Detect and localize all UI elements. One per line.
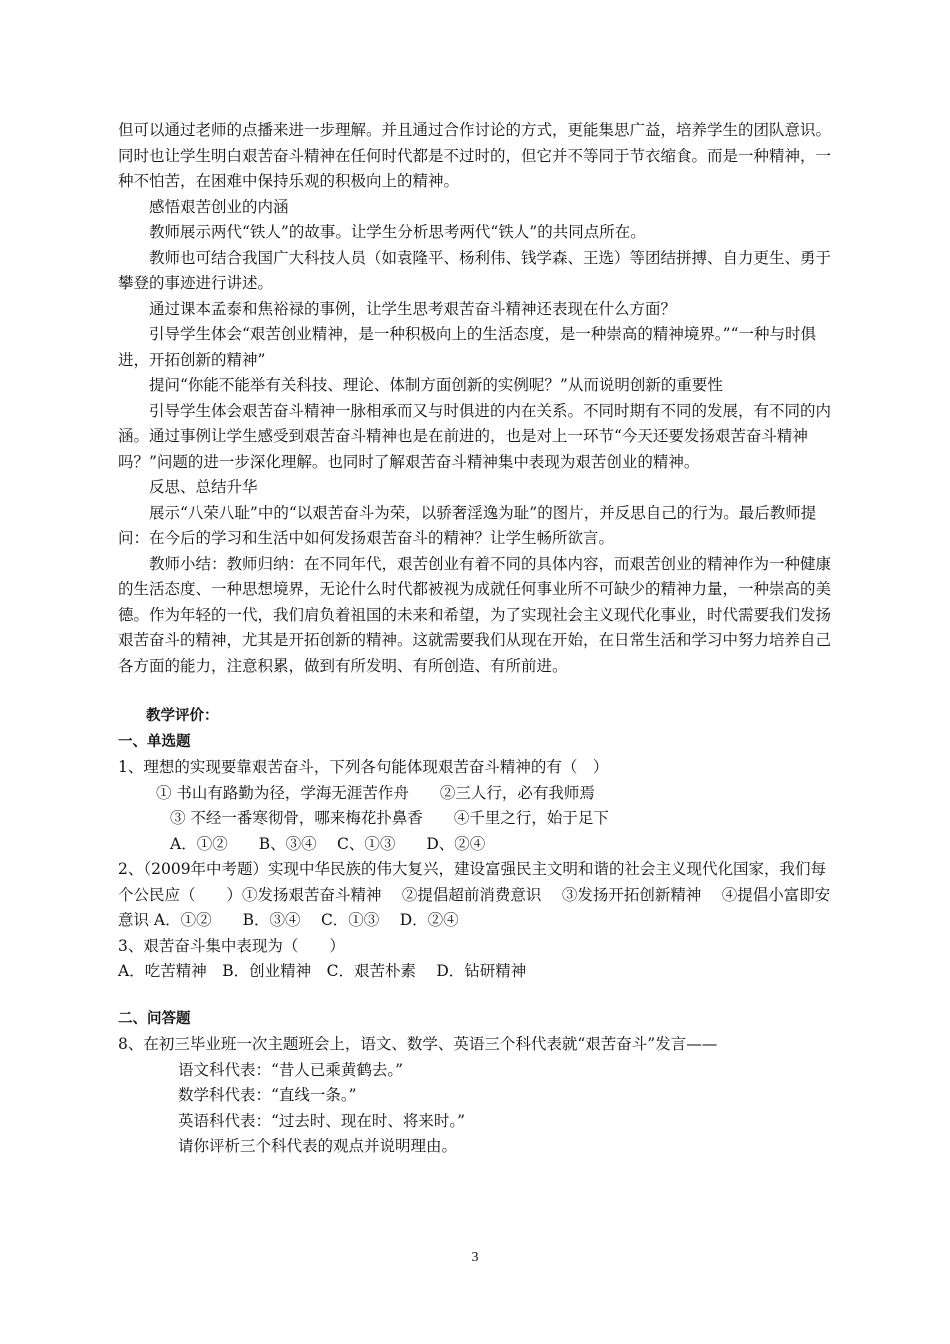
section-heading-entrepreneurship: 感悟艰苦创业的内涵: [149, 197, 289, 216]
question-8-english-rep: 英语科代表：“过去时、现在时、将来时。”: [178, 1111, 466, 1130]
section-heading-reflection: 反思、总结升华: [149, 478, 258, 496]
paragraph-guide-spirit: 引导学生体会“艰苦创业精神，是一种积极向上的生活态度，是一种崇高的精神境界。”“一种与时俱进，开拓创新的精神”: [118, 325, 817, 369]
paragraph-eight-honors: 展示“八荣八耻”中的“以艰苦奋斗为荣，以骄奢淫逸为耻”的图片，并反思自己的行为。最后教师提问：在今后的学习和生活中如何发扬艰苦奋斗的精神？让学生畅所欲言。: [118, 503, 817, 547]
question-1-options-b: ③ 不经一番寒彻骨，哪来梅花扑鼻香 ④千里之行，始于足下: [170, 809, 609, 827]
section-qa-title: 二、问答题: [118, 1010, 191, 1027]
question-8-prompt: 请你评析三个科代表的观点并说明理由。: [178, 1137, 458, 1155]
question-2: 2、（2009年中考题）实现中华民族的伟大复兴，建设富强民主文明和谐的社会主义现代化国家，我们每个公民应（ ）①发扬艰苦奋斗精神 ②提倡超前消费意识 ③发扬开拓创新精神 ④提倡小富即安意识 A．①② B．③④ C．①③ D．②④: [118, 860, 831, 929]
paragraph-teacher-summary: 教师小结：教师归纳：在不同年代，艰苦创业有着不同的具体内容，而艰苦创业的精神作为一种健康的生活态度、一种思想境界，无论什么时代都被视为成就任何事业所不可缺少的精神力量，一种崇高的美德。作为年轻的一代，我们肩负着祖国的未来和希望，为了实现社会主义现代化事业，时代需要我们发扬艰苦奋斗的精神，尤其是开拓创新的精神。这就需要我们从现在开始，在日常生活和学习中努力培养自己各方面的能力，注意积累，做到有所发明、有所创造、有所前进。: [118, 554, 832, 675]
paragraph-guide-relation: 引导学生体会艰苦奋斗精神一脉相承而又与时俱进的内在关系。不同时期有不同的发展，有不同的内涵。通过事例让学生感受到艰苦奋斗精神也是在前进的，也是对上一环节“今天还要发扬艰苦奋斗精神吗？”问题的进一步深化理解。也同时了解艰苦奋斗精神集中表现为艰苦创业的精神。: [118, 401, 832, 471]
question-8: 8、在初三毕业班一次主题班会上，语文、数学、英语三个科代表就“艰苦奋斗”发言——: [118, 1035, 718, 1053]
document-page: [118, 118, 832, 1160]
section-single-choice-title: 一、单选题: [118, 733, 191, 750]
question-3-choices: A．吃苦精神 B．创业精神 C．艰苦朴素 D．钻研精神: [118, 962, 527, 980]
question-8-chinese-rep: 语文科代表：“昔人已乘黄鹤去。”: [178, 1060, 404, 1079]
paragraph-mengtai: 通过课本孟泰和焦裕禄的事例，让学生思考艰苦奋斗精神还表现在什么方面？: [149, 299, 677, 318]
question-1-choices: A．①② B、③④ C、①③ D、②④: [170, 834, 486, 853]
question-3: 3、艰苦奋斗集中表现为（ ）: [118, 936, 345, 955]
page-number: 3: [471, 1250, 479, 1265]
paragraph-scientists: 教师也可结合我国广大科技人员（如袁隆平、杨利伟、钱学森、王选）等团结拼搏、自力更生、勇于攀登的事迹进行讲述。: [118, 248, 832, 292]
question-1: 1、理想的实现要靠艰苦奋斗，下列各句能体现艰苦奋斗精神的有（ ）: [118, 758, 609, 776]
question-8-math-rep: 数学科代表：“直线一条。”: [178, 1086, 357, 1104]
paragraph-intro: 但可以通过老师的点播来进一步理解。并且通过合作讨论的方式，更能集思广益，培养学生的团队意识。同时也让学生明白艰苦奋斗精神在任何时代都是不过时的，但它并不等同于节衣缩食。而是一种精神，一种不怕苦，在困难中保持乐观的积极向上的精神。: [118, 121, 832, 190]
paragraph-question-innovation: 提问“你能不能举有关科技、理论、体制方面创新的实例呢？”从而说明创新的重要性: [149, 376, 723, 394]
paragraph-iron-men: 教师展示两代“铁人”的故事。让学生分析思考两代“铁人”的共同点所在。: [149, 223, 646, 241]
evaluation-heading: 教学评价：: [146, 708, 219, 724]
question-1-options-a: ① 书山有路勤为径，学海无涯苦作舟 ②三人行，必有我师焉: [156, 783, 595, 802]
